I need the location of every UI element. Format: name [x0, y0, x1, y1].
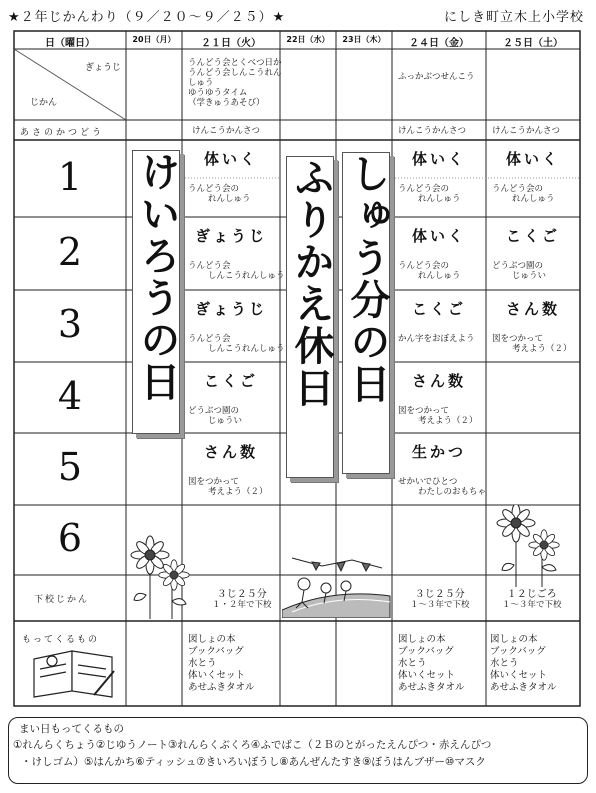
subject-fri: こくご [411, 300, 466, 318]
subject-note-sat: うんどう会の れんしゅう [492, 184, 555, 204]
race-illustration [282, 548, 392, 618]
flower-illustration-right [492, 505, 572, 587]
page-title: ★２年じかんわり（９／２０～９／２５）★ [8, 10, 286, 25]
geko-sat: １２じごろ １～３年で下校 [502, 589, 562, 610]
asa-fri: けんこうかんさつ [398, 126, 467, 136]
subject-note-fri: 図をつかって 考えよう（２） [398, 406, 478, 426]
daily-items-line-1: ①れんらくちょう②じゆうノート③れんらくぶくろ④ふでばこ（２Ｂのとがったえんぴつ・赤えんぴつ [13, 739, 492, 751]
daily-items-title: まい日もってくるもの [19, 723, 124, 735]
subject-tue: ぎょうじ [194, 300, 267, 318]
period-number: 3 [57, 302, 83, 346]
period-number: 4 [57, 373, 83, 418]
gyouji-tue: うんどう会とくべつ日か うんどう会しんこうれん しゅう ゆうゆうタイム （学きゅうあそび） [188, 58, 282, 108]
holiday-thu: しゅう分の日 [342, 152, 390, 474]
column-header: 22日（水） [286, 35, 330, 44]
asa-sat: けんこうかんさつ [492, 126, 561, 136]
subject-note-fri: うんどう会の れんしゅう [398, 261, 461, 281]
subject-note-tue: どうぶつ園の じゅうい [188, 406, 243, 426]
subject-note-tue: うんどう会の れんしゅう [188, 184, 251, 204]
geko-tue: ３じ２５分 １・２年で下校 [212, 589, 272, 610]
column-header: ２４日（金） [409, 38, 469, 49]
label-gyouji: ぎょうじ [85, 63, 122, 73]
subject-note-fri: せかいでひとつ わたしのおもちゃ [398, 477, 487, 497]
label-motte: もってくるもの [22, 635, 100, 645]
period-number: 6 [57, 516, 83, 560]
column-header: ２１日（火） [201, 38, 261, 49]
subject-fri: さん数 [411, 372, 466, 390]
subject-fri: 生かつ [411, 443, 466, 461]
subject-tue: さん数 [203, 443, 258, 461]
subject-note-tue: うんどう会 しんこうれんしゅう [188, 261, 285, 281]
subject-fri: 体いく [411, 227, 466, 245]
subject-note-sat: どうぶつ園の じゅうい [492, 261, 547, 281]
subject-note-tue: 図をつかって 考えよう（２） [188, 477, 268, 497]
subject-note-tue: うんどう会 しんこうれんしゅう [188, 334, 285, 354]
motte-tue: 図しょの本 ブックバッグ 水とう 体いくセット あせふきタオル [188, 634, 255, 693]
label-geko: 下校じかん [34, 595, 90, 605]
subject-tue: 体いく [203, 150, 258, 168]
subject-note-sat: 図をつかって 考えよう（２） [492, 334, 572, 354]
daily-items-line-2: ・けしゴム）⑤はんかち⑥ティッシュ⑦きいろいぼうし⑧あんぜんたすき⑨ぼうはんブザー⑩マスク [21, 756, 486, 768]
daily-items-box [8, 717, 588, 784]
subject-sat: こくご [505, 227, 560, 245]
geko-fri: ３じ２５分 １～３年で下校 [410, 589, 470, 610]
flower-illustration-left [128, 535, 198, 619]
motte-sat: 図しょの本 ブックバッグ 水とう 体いくセット あせふきタオル [490, 634, 557, 693]
holiday-mon: けいろうの日 [132, 150, 180, 434]
holiday-wed: ふりかえ休日 [286, 156, 334, 478]
period-number: 2 [57, 229, 83, 274]
column-header: ２５日（土） [503, 38, 563, 49]
column-header: 日（曜日） [45, 38, 95, 49]
subject-note-fri: うんどう会の れんしゅう [398, 184, 461, 204]
school-name: にしき町立木上小学校 [443, 10, 584, 25]
motte-fri: 図しょの本 ブックバッグ 水とう 体いくセット あせふきタオル [398, 634, 465, 693]
label-asa: あさのかつどう [20, 128, 105, 138]
label-jikan: じかん [30, 98, 58, 108]
subject-tue: こくご [203, 372, 258, 390]
gyouji-fri: ふっかぶつせんこう [398, 72, 475, 82]
asa-tue: けんこうかんさつ [192, 126, 261, 136]
subject-fri: 体いく [411, 150, 466, 168]
subject-note-fri: かん字をおぼえよう [398, 334, 475, 344]
subject-sat: さん数 [505, 300, 560, 318]
period-number: 1 [57, 154, 83, 199]
book-illustration [30, 645, 120, 700]
column-header: 23日（木） [342, 35, 386, 44]
subject-sat: 体いく [505, 150, 560, 168]
subject-tue: ぎょうじ [194, 227, 267, 245]
period-number: 5 [57, 445, 83, 489]
column-header: 20日（月） [132, 35, 176, 44]
